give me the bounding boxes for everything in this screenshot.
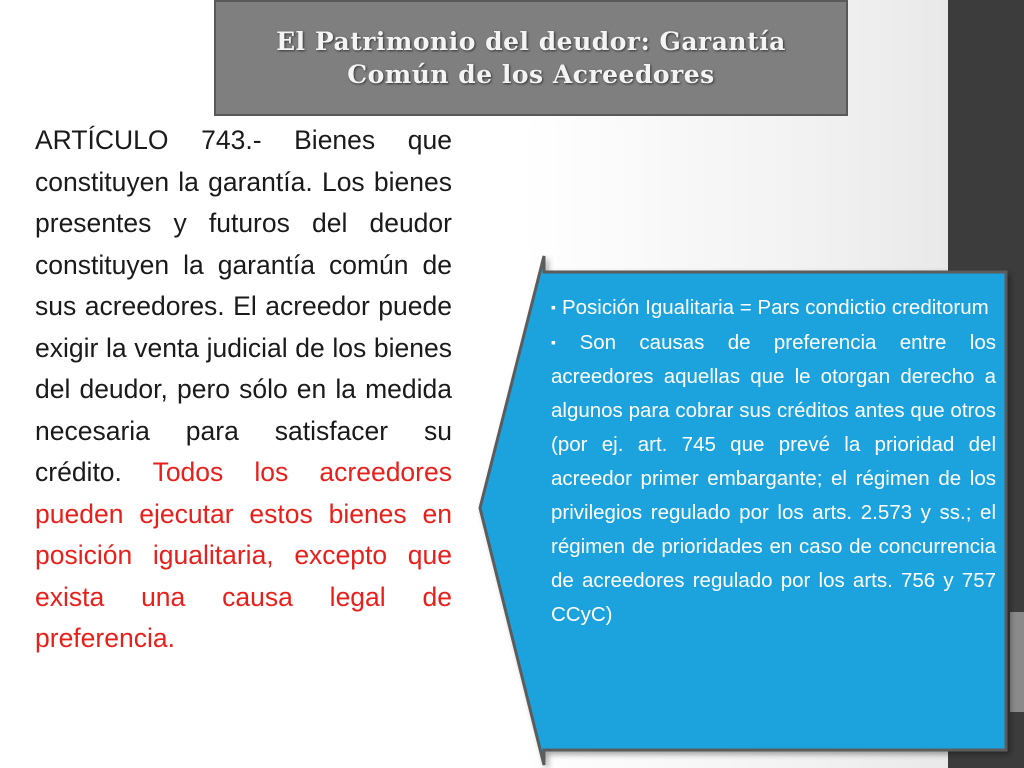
article-highlight: Todos los acreedores pueden ejecutar estos bienes en posición igualitaria, excepto que exista una causa legal de preferencia. xyxy=(35,457,452,653)
slide-title: El Patrimonio del deudor: Garantía Común de los Acreedores xyxy=(276,27,786,89)
callout-item-pars-condictio xyxy=(551,290,996,325)
callout-item-text: Posición Igualitaria = Pars condictio creditorum xyxy=(561,296,989,319)
bullet-icon: ▪ xyxy=(551,334,574,350)
bullet-icon: ▪ xyxy=(551,299,556,315)
callout-item-text: Son causas de preferencia entre los acreedores aquellas que le otorgan derecho a algunos para cobrar sus créditos antes que otros (por ej. art. 745 que prevé la prioridad del acreedor primer embargante; el régimen de los privilegios regulado por los arts. 2.573 y ss.; el régimen de prioridades en caso de concurrencia de acreedores regulado por los arts. 756 y 757 CCyC) xyxy=(551,331,996,626)
callout-item-causas-preferencia xyxy=(551,325,996,632)
article-body: ARTÍCULO 743.- Bienes que constituyen la garantía. Los bienes presentes y futuros del deudor constituyen la garantía común de sus acreedores. El acreedor puede exigir la venta judicial de los bienes del deudor, pero sólo en la medida necesaria para satisfacer su crédito. xyxy=(35,125,452,487)
callout-text xyxy=(551,290,996,632)
